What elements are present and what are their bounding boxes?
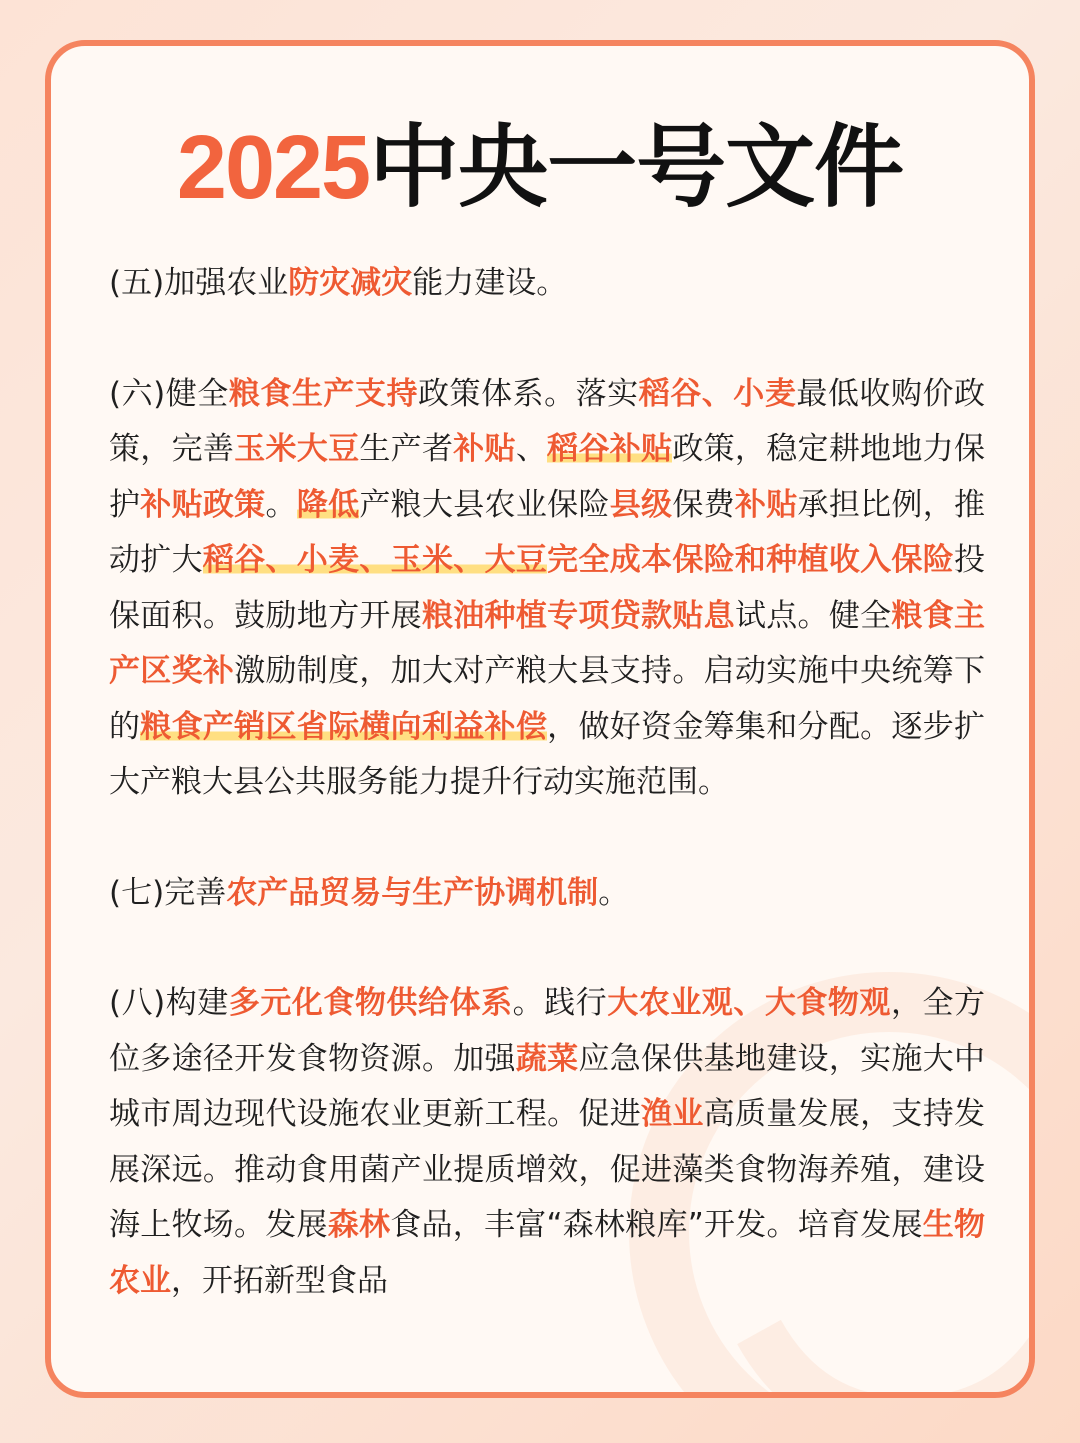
section-7 — [109, 866, 985, 922]
body-text: 政策体系。落实 — [418, 375, 639, 412]
section-5 — [109, 256, 985, 312]
body-text: 政策，稳定耕地地力保护 — [109, 431, 986, 523]
section-6 — [109, 367, 985, 811]
body-text: 承担比例，推动扩大 — [109, 486, 986, 578]
highlighted-term: 稻谷、小麦 — [638, 375, 797, 412]
highlighted-term: 玉米大豆 — [234, 431, 360, 467]
body-text: 。践行 — [512, 985, 608, 1021]
body-text: (六)健全 — [109, 375, 229, 412]
highlighted-term: 补贴 — [453, 431, 516, 467]
highlighted-term: 稻谷补贴 — [547, 431, 673, 467]
section-8 — [109, 976, 985, 1309]
highlighted-term: 稻谷、小麦、玉米、大豆 — [202, 542, 548, 578]
highlighted-term: 县级 — [609, 486, 673, 523]
body-text: 保费 — [672, 486, 735, 523]
highlighted-term: 粮食生产支持 — [228, 375, 419, 412]
document-body — [109, 256, 985, 1309]
highlighted-term: 补贴 — [734, 486, 798, 523]
highlighted-term: 完全成本保险和种植收入保险 — [547, 542, 955, 578]
title-year: 2025 — [176, 118, 370, 218]
paragraph-gap — [109, 921, 985, 976]
body-text: (八)构建 — [109, 985, 229, 1021]
paragraph-gap — [109, 312, 985, 367]
highlighted-term: 粮食产销区省际横向利益补偿 — [140, 708, 548, 745]
highlighted-term: 蔬菜 — [515, 1040, 579, 1077]
title-text: 中央一号文件 — [369, 115, 904, 220]
body-text: ，全方位多途径开发食物资源。加强 — [109, 985, 986, 1077]
body-text: 。 — [265, 486, 297, 523]
highlighted-term: 农产品贸易与生产协调机制 — [226, 874, 599, 911]
body-text: 能力建设。 — [412, 265, 568, 301]
document-card — [45, 40, 1035, 1398]
highlighted-term: 粮食主产区奖补 — [109, 597, 986, 689]
body-text: 产粮大县农业保险 — [359, 486, 610, 523]
body-text: 生产者 — [359, 431, 454, 467]
highlighted-term: 生物农业 — [109, 1207, 986, 1299]
body-text: ，开拓新型食品 — [171, 1262, 388, 1299]
body-text: 高质量发展，支持发展深远。推动食用菌产业提质增效，促进藻类食物海养殖，建设海上牧场。发展 — [109, 1096, 986, 1243]
highlighted-term: 防灾减灾 — [288, 265, 413, 301]
highlighted-term: 森林 — [327, 1207, 391, 1243]
body-text: 、 — [515, 431, 548, 467]
body-text: 激励制度，加大对产粮大县支持。启动实施中央统筹下的 — [109, 653, 985, 745]
body-text: 应急保供基地建设，实施大中城市周边现代设施农业更新工程。促进 — [109, 1040, 986, 1132]
page-title — [51, 115, 1029, 220]
body-text: 投保面积。鼓励地方开展 — [109, 542, 986, 634]
highlighted-term: 渔业 — [641, 1096, 704, 1132]
highlighted-term: 补贴政策 — [140, 486, 266, 523]
body-text: 试点。健全 — [734, 597, 892, 634]
body-text: 食品，丰富“森林粮库”开发。培育发展 — [390, 1207, 923, 1243]
highlighted-term: 降低 — [296, 486, 360, 523]
body-text: (七)完善 — [109, 874, 227, 911]
highlighted-term: 大农业观、大食物观 — [607, 985, 891, 1021]
body-text: ，做好资金筹集和分配。逐步扩大产粮大县公共服务能力提升行动实施范围。 — [109, 708, 986, 800]
highlighted-term: 多元化食物供给体系 — [228, 985, 513, 1021]
highlighted-term: 粮油种植专项贷款贴息 — [421, 597, 735, 634]
body-text: (五)加强农业 — [109, 265, 289, 301]
body-text: 最低收购价政策，完善 — [109, 375, 986, 467]
paragraph-gap — [109, 811, 985, 866]
body-text: 。 — [598, 874, 630, 911]
